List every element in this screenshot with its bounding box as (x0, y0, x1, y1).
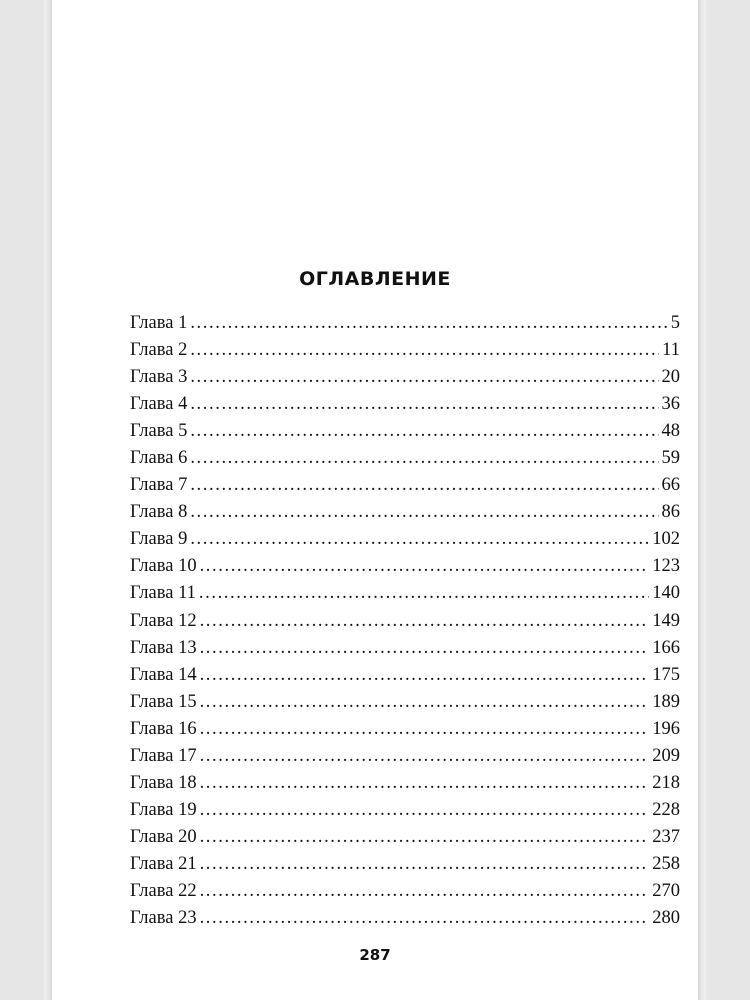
toc-leader-dots (200, 719, 650, 740)
toc-entry (130, 692, 680, 719)
toc-entry-label: Глава 18 (130, 772, 197, 793)
toc-leader-dots (190, 448, 658, 469)
toc-entry-label: Глава 8 (130, 502, 188, 523)
toc-entry-label: Глава 22 (130, 880, 197, 901)
table-of-contents (130, 313, 680, 935)
toc-leader-dots (200, 800, 650, 821)
toc-leader-dots (190, 529, 649, 550)
toc-entry-label: Глава 4 (130, 394, 188, 415)
toc-entry (130, 908, 680, 935)
toc-entry-page: 102 (652, 529, 680, 550)
book-page (52, 0, 698, 1000)
toc-entry-page: 59 (661, 448, 680, 469)
toc-leader-dots (200, 638, 650, 659)
toc-entry-label: Глава 13 (130, 637, 197, 658)
toc-entry-page: 48 (661, 421, 680, 442)
toc-leader-dots (190, 502, 658, 523)
toc-entry (130, 583, 680, 610)
toc-entry-page: 175 (652, 664, 680, 685)
toc-leader-dots (200, 611, 650, 632)
toc-leader-dots (200, 692, 650, 713)
toc-leader-dots (200, 827, 650, 848)
toc-entry-page: 228 (652, 799, 680, 820)
toc-entry (130, 746, 680, 773)
toc-leader-dots (190, 421, 658, 442)
toc-entry (130, 638, 680, 665)
page-edge-right (698, 0, 706, 1000)
toc-leader-dots (190, 475, 658, 496)
toc-entry-page: 5 (670, 313, 680, 333)
page-edge-left (44, 0, 52, 1000)
toc-entry (130, 448, 680, 475)
toc-leader-dots (190, 313, 667, 334)
toc-leader-dots (200, 854, 650, 875)
toc-entry (130, 719, 680, 746)
toc-entry-page: 140 (652, 583, 680, 604)
page-number: 287 (359, 946, 391, 964)
toc-entry-page: 166 (652, 637, 680, 658)
toc-entry-page: 209 (652, 745, 680, 766)
toc-leader-dots (190, 394, 658, 415)
toc-entry (130, 800, 680, 827)
toc-entry-page: 123 (652, 556, 680, 577)
toc-entry (130, 367, 680, 394)
toc-entry-label: Глава 21 (130, 853, 197, 874)
toc-entry-label: Глава 7 (130, 475, 188, 496)
toc-title: ОГЛАВЛЕНИЕ (299, 268, 451, 290)
toc-entry-page: 196 (652, 718, 680, 739)
toc-entry-page: 237 (652, 826, 680, 847)
toc-entry (130, 773, 680, 800)
toc-entry (130, 475, 680, 502)
toc-entry-label: Глава 5 (130, 421, 188, 442)
toc-entry (130, 502, 680, 529)
toc-entry (130, 556, 680, 583)
toc-entry-label: Глава 1 (130, 313, 188, 333)
toc-entry (130, 529, 680, 556)
toc-entry-label: Глава 20 (130, 826, 197, 847)
toc-entry-label: Глава 19 (130, 799, 197, 820)
toc-leader-dots (200, 908, 650, 929)
toc-leader-dots (200, 881, 650, 902)
toc-entry-label: Глава 16 (130, 718, 197, 739)
toc-leader-dots (199, 583, 649, 604)
toc-entry-page: 189 (652, 691, 680, 712)
toc-entry-page: 280 (652, 908, 680, 929)
toc-entry (130, 313, 680, 340)
toc-entry (130, 827, 680, 854)
toc-entry-label: Глава 15 (130, 691, 197, 712)
toc-entry-label: Глава 9 (130, 529, 188, 550)
toc-entry (130, 611, 680, 638)
toc-leader-dots (200, 556, 650, 577)
toc-leader-dots (190, 340, 659, 361)
toc-entry-label: Глава 12 (130, 610, 197, 631)
toc-leader-dots (200, 773, 650, 794)
toc-entry (130, 881, 680, 908)
toc-entry-label: Глава 17 (130, 745, 197, 766)
toc-entry-page: 11 (662, 340, 680, 361)
toc-entry-page: 66 (661, 475, 680, 496)
toc-entry-page: 218 (652, 772, 680, 793)
toc-entry-page: 20 (661, 367, 680, 388)
toc-entry (130, 394, 680, 421)
toc-leader-dots (190, 367, 658, 388)
toc-entry-label: Глава 10 (130, 556, 197, 577)
toc-entry-page: 270 (652, 880, 680, 901)
toc-leader-dots (200, 746, 650, 767)
toc-entry (130, 421, 680, 448)
toc-entry-label: Глава 14 (130, 664, 197, 685)
toc-entry-label: Глава 23 (130, 908, 197, 929)
toc-entry (130, 854, 680, 881)
toc-entry-label: Глава 11 (130, 583, 196, 604)
toc-entry-page: 149 (652, 610, 680, 631)
toc-entry (130, 665, 680, 692)
toc-entry-label: Глава 2 (130, 340, 188, 361)
toc-entry (130, 340, 680, 367)
toc-leader-dots (200, 665, 650, 686)
toc-entry-page: 86 (661, 502, 680, 523)
toc-entry-page: 258 (652, 853, 680, 874)
toc-entry-label: Глава 6 (130, 448, 188, 469)
toc-entry-page: 36 (661, 394, 680, 415)
toc-entry-label: Глава 3 (130, 367, 188, 388)
